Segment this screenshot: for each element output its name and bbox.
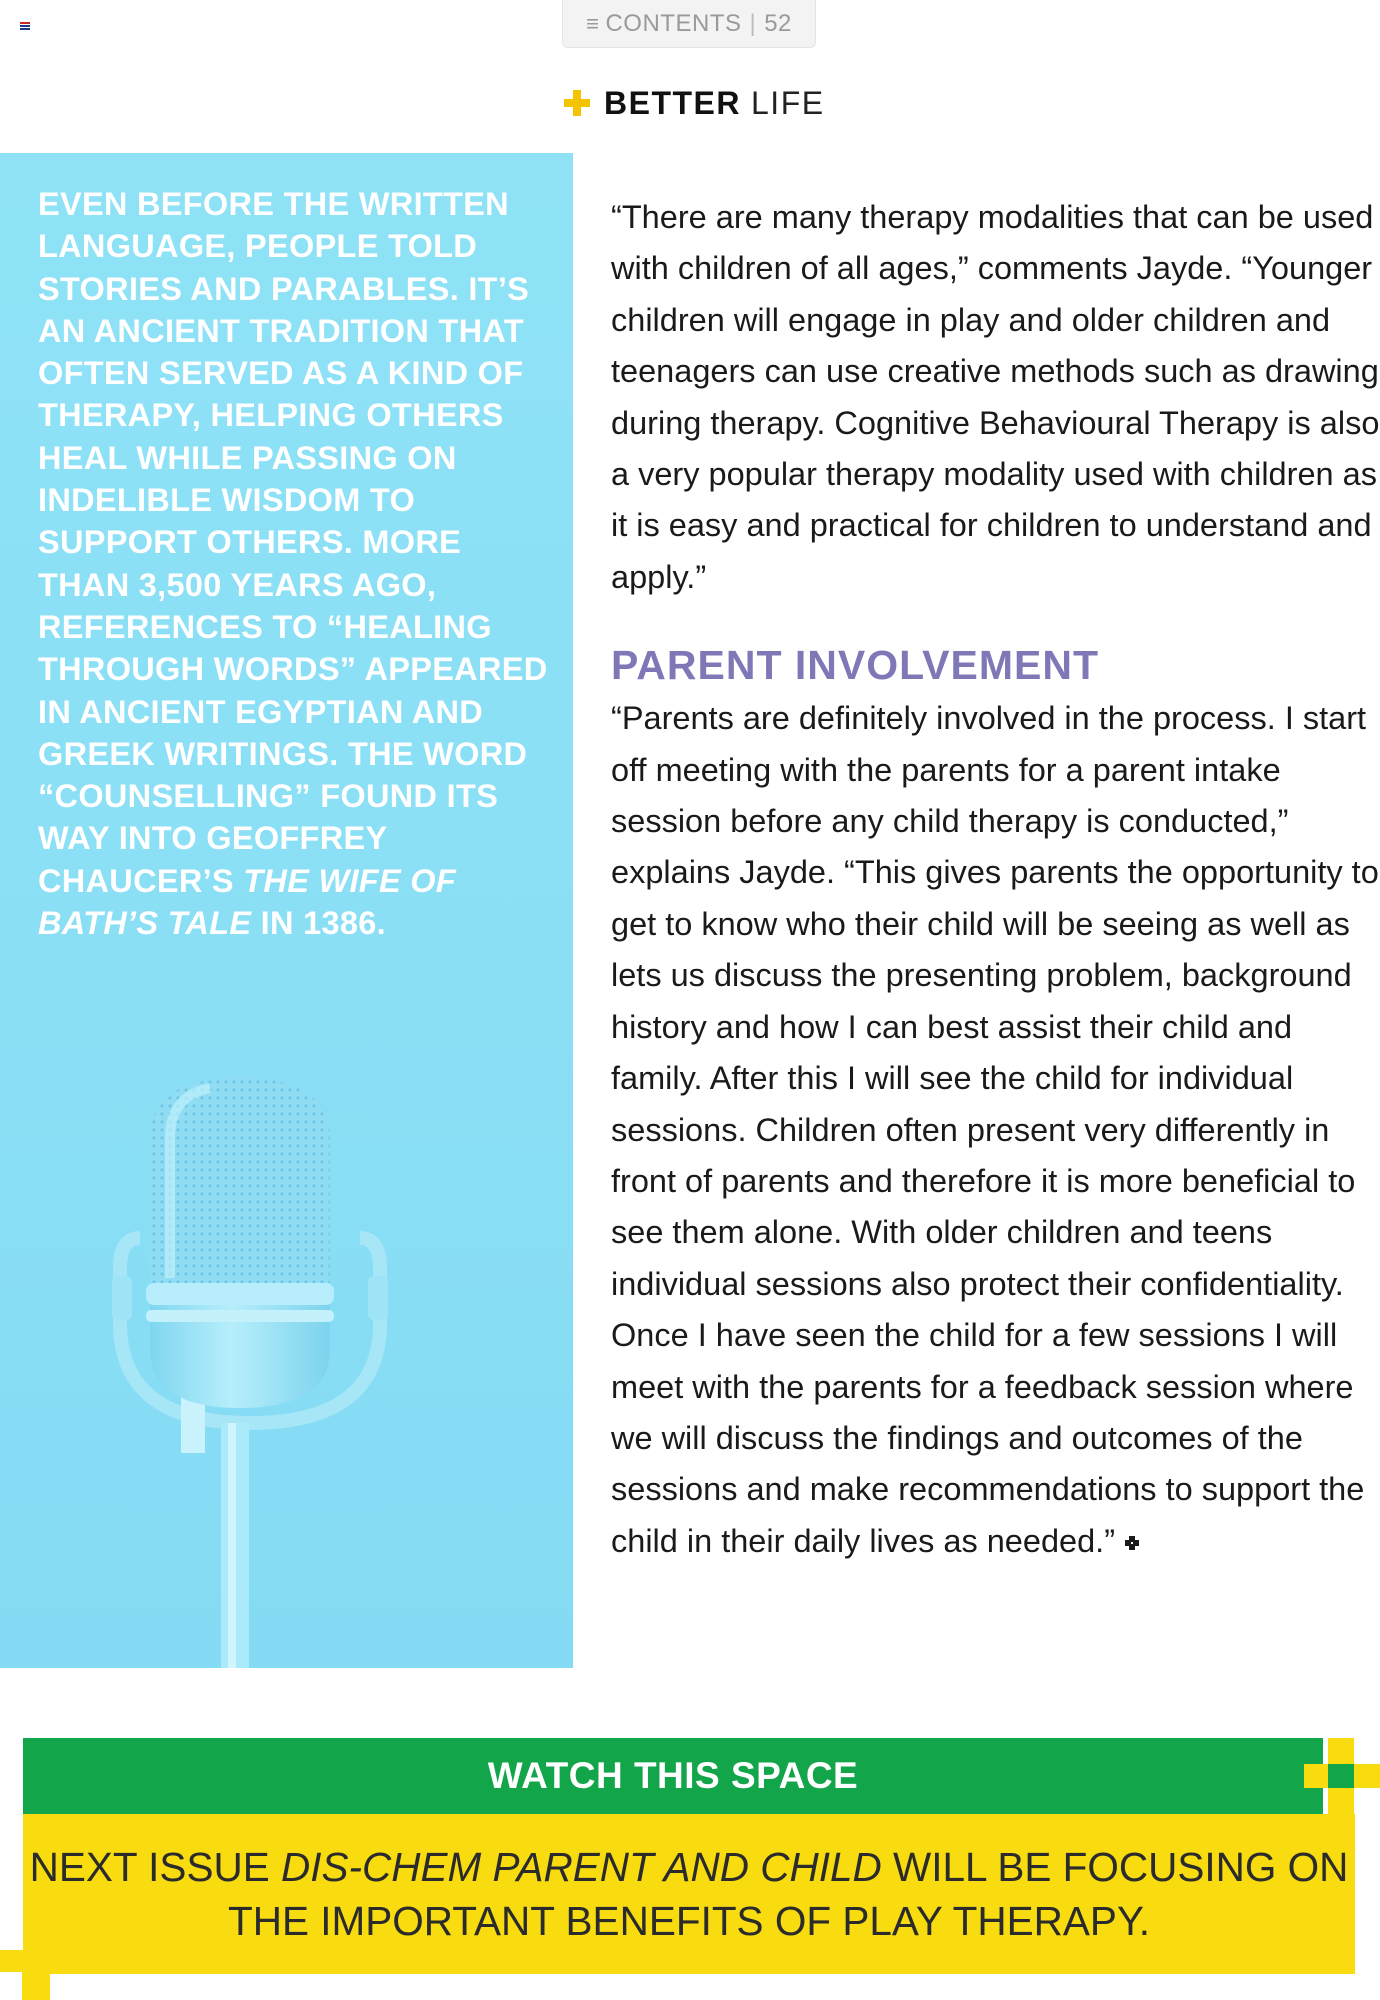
plus-icon	[564, 90, 590, 116]
section-title-bold: BETTER	[604, 84, 741, 121]
section-header	[564, 83, 825, 123]
microphone-icon	[110, 1078, 410, 1668]
subheading: PARENT INVOLVEMENT	[611, 642, 1099, 689]
section-title-light: LIFE	[751, 84, 825, 121]
callout-box	[23, 1738, 1380, 1978]
callout-text-start: NEXT ISSUE	[29, 1844, 270, 1890]
article-body	[611, 192, 1380, 1567]
callout-text-end: WILL BE FOCUSING ON THE IMPORTANT BENEFITS OF PLAY THERAPY.	[228, 1844, 1349, 1944]
list-icon: ≡	[586, 10, 600, 36]
article-paragraph	[611, 693, 1380, 1567]
callout-title: WATCH THIS SPACE	[23, 1738, 1323, 1814]
paragraph-text: “Parents are definitely involved in the process. I start off meeting with the parents for a parent intake session before any child therapy is conducted,” explains Jayde. “This gives parents the opportunity to get to know who their child will be seeing as well as lets us discuss the presenting problem, background history and how I can best assist their child and family. After this I will see the child for individual sessions. Children often present very differently in front of parents and therefore it is more beneficial to see them alone. With older children and teens individual sessions also protect their confidentiality. Once I have seen the child for a few sessions I will meet with the parents for a feedback session where we will discuss the findings and outcomes of the sessions and make recommendations to support the child in their daily lives as needed.”	[611, 700, 1379, 1559]
sidebar-text-main: EVEN BEFORE THE WRITTEN LANGUAGE, PEOPLE TOLD STORIES AND PARABLES. IT’S AN ANCIENT TRADITION THAT OFTEN SERVED AS A KIND OF THERAPY, HELPING OTHERS HEAL WHILE PASSING ON INDELIBLE WISDOM TO SUPPORT OTHERS. MORE THAN 3,500 YEARS AGO, REFERENCES TO “HEALING THROUGH WORDS” APPEARED IN ANCIENT EGYPTIAN AND GREEK WRITINGS. THE WORD “COUNSELLING” FOUND ITS WAY INTO GEOFFREY CHAUCER’S	[38, 186, 548, 899]
sidebar-text-italic: THE WIFE OF BATH’S TALE	[38, 862, 456, 942]
article-paragraph: “There are many therapy modalities that can be used with children of all ages,” comments Jayde. “Younger children will engage in play and older children and teenagers can use creative methods such as drawing during therapy. Cognitive Behavioural Therapy is also a very popular therapy modality used with children as it is easy and practical for children to understand and apply.”	[611, 199, 1380, 595]
contents-label: CONTENTS	[605, 9, 742, 37]
contents-tab[interactable]	[562, 0, 816, 48]
callout-body	[23, 1814, 1355, 1974]
menu-icon[interactable]	[20, 22, 30, 30]
pixel-decoration	[0, 1950, 50, 2000]
sidebar-quote	[38, 183, 558, 944]
sidebar-text-end: IN 1386.	[260, 905, 386, 942]
callout-text-italic: DIS-CHEM PARENT AND CHILD	[280, 1844, 882, 1890]
end-mark-icon	[1125, 1536, 1139, 1550]
divider: |	[749, 9, 757, 37]
page-number: 52	[764, 9, 792, 37]
pixel-decoration	[1304, 1738, 1380, 1814]
sidebar-panel	[0, 153, 573, 1668]
